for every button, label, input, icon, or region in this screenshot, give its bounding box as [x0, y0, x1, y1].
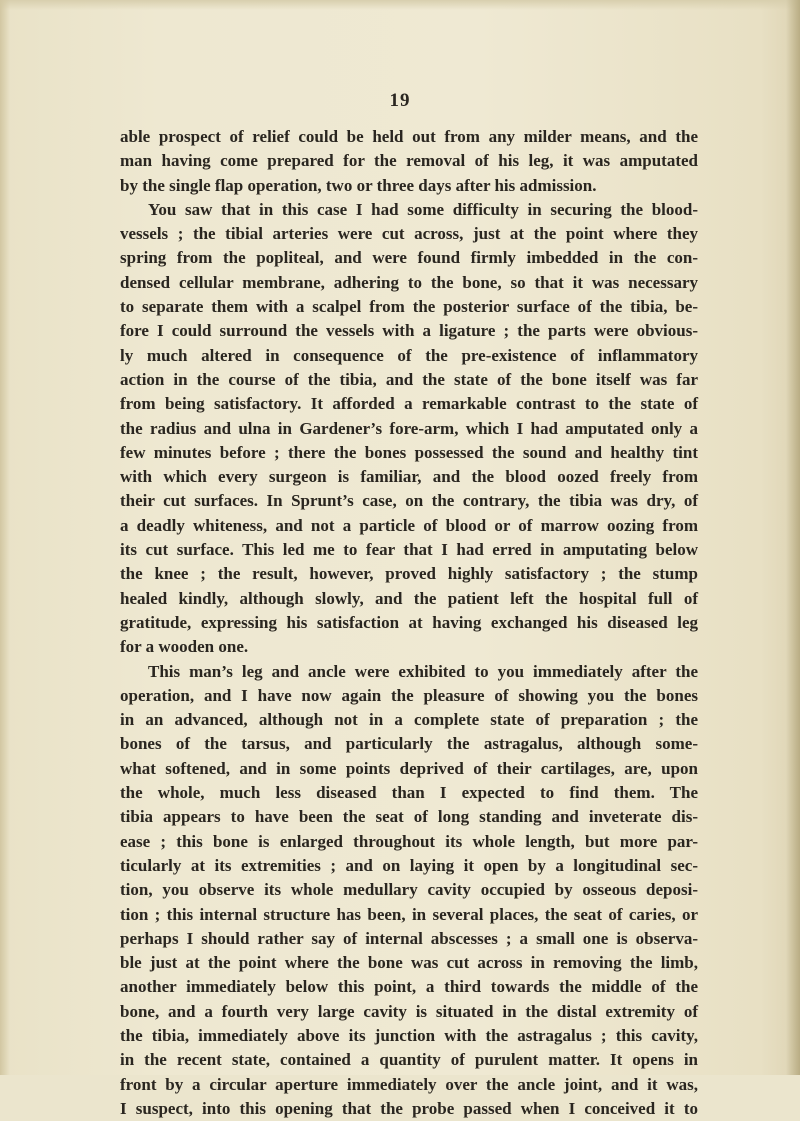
text-line: front by a circular aperture immediately over the ancle joint, and it was, — [120, 1074, 698, 1094]
text-line: healed kindly, although slowly, and the patient left the hospital full of — [120, 588, 698, 608]
text-line: the knee ; the result, however, proved highly satisfactory ; the stump — [120, 564, 698, 584]
text-line: fore I could surround the vessels with a ligature ; the parts were obvious- — [120, 321, 698, 341]
text-line: in the recent state, contained a quantity of purulent matter. It opens in — [120, 1050, 698, 1070]
text-line: few minutes before ; there the bones possessed the sound and healthy tint — [120, 442, 698, 462]
text-line: tibia appears to have been the seat of long standing and inveterate dis- — [120, 807, 698, 827]
text-line: tion ; this internal structure has been, in several places, the seat of caries, or — [120, 904, 698, 924]
text-line: ticularly at its extremities ; and on laying it open by a longitudinal sec- — [120, 855, 698, 875]
text-line: You saw that in this case I had some difficulty in securing the blood- — [148, 199, 698, 219]
text-line: densed cellular membrane, adhering to the bone, so that it was necessary — [120, 272, 698, 292]
text-line: ly much altered in consequence of the pre-existence of inflammatory — [120, 345, 698, 365]
page-edge-left — [0, 0, 10, 1075]
text-line: in an advanced, although not in a complete state of preparation ; the — [120, 710, 698, 730]
page-number: 19 — [389, 90, 411, 111]
text-line: a deadly whiteness, and not a particle of blood or of marrow oozing from — [120, 515, 698, 535]
text-line: vessels ; the tibial arteries were cut across, just at the point where they — [120, 224, 698, 244]
text-line: its cut surface. This led me to fear that I had erred in amputating below — [120, 540, 698, 560]
text-line: tion, you observe its whole medullary cavity occupied by osseous deposi- — [120, 880, 698, 900]
text-line: bones of the tarsus, and particularly the astragalus, although some- — [120, 734, 698, 754]
text-line: their cut surfaces. In Sprunt’s case, on the contrary, the tibia was dry, of — [120, 491, 698, 511]
text-line: with which every surgeon is familiar, and the blood oozed freely from — [120, 467, 698, 487]
text-line: ease ; this bone is enlarged throughout its whole length, but more par- — [120, 831, 698, 851]
text-line: the tibia, immediately above its junction with the astragalus ; this cavity, — [120, 1025, 698, 1045]
text-line: by the single flap operation, two or three days after his admission. — [120, 175, 597, 195]
page-edge-right — [786, 0, 800, 1075]
text-line: This man’s leg and ancle were exhibited to you immediately after the — [148, 661, 698, 681]
text-line: gratitude, expressing his satisfaction at having exchanged his diseased leg — [120, 612, 698, 632]
text-line: bone, and a fourth very large cavity is situated in the distal extremity of — [120, 1001, 698, 1021]
text-line: what softened, and in some points deprived of their cartilages, are, upon — [120, 758, 698, 778]
text-line: from being satisfactory. It afforded a remarkable contrast to the state of — [120, 394, 698, 414]
page-edge-top — [0, 0, 800, 10]
text-line: to separate them with a scalpel from the posterior surface of the tibia, be- — [120, 297, 698, 317]
text-line: the whole, much less diseased than I expected to find them. The — [120, 783, 698, 803]
text-line: action in the course of the tibia, and the state of the bone itself was far — [120, 369, 698, 389]
text-line: for a wooden one. — [120, 637, 249, 657]
body-text — [120, 125, 698, 1121]
text-line: ble just at the point where the bone was cut across in removing the limb, — [120, 953, 698, 973]
text-line: operation, and I have now again the pleasure of showing you the bones — [120, 685, 698, 705]
text-line: perhaps I should rather say of internal abscesses ; a small one is observa- — [120, 928, 698, 948]
text-line: man having come prepared for the removal of his leg, it was amputated — [120, 151, 698, 171]
text-line: able prospect of relief could be held out from any milder means, and the — [120, 127, 698, 146]
text-line: the radius and ulna in Gardener’s fore-arm, which I had amputated only a — [120, 418, 698, 438]
text-line: I suspect, into this opening that the probe passed when I conceived it to — [120, 1098, 698, 1118]
text-line: spring from the popliteal, and were found firmly imbedded in the con- — [120, 248, 698, 268]
text-line: another immediately below this point, a third towards the middle of the — [120, 977, 698, 997]
